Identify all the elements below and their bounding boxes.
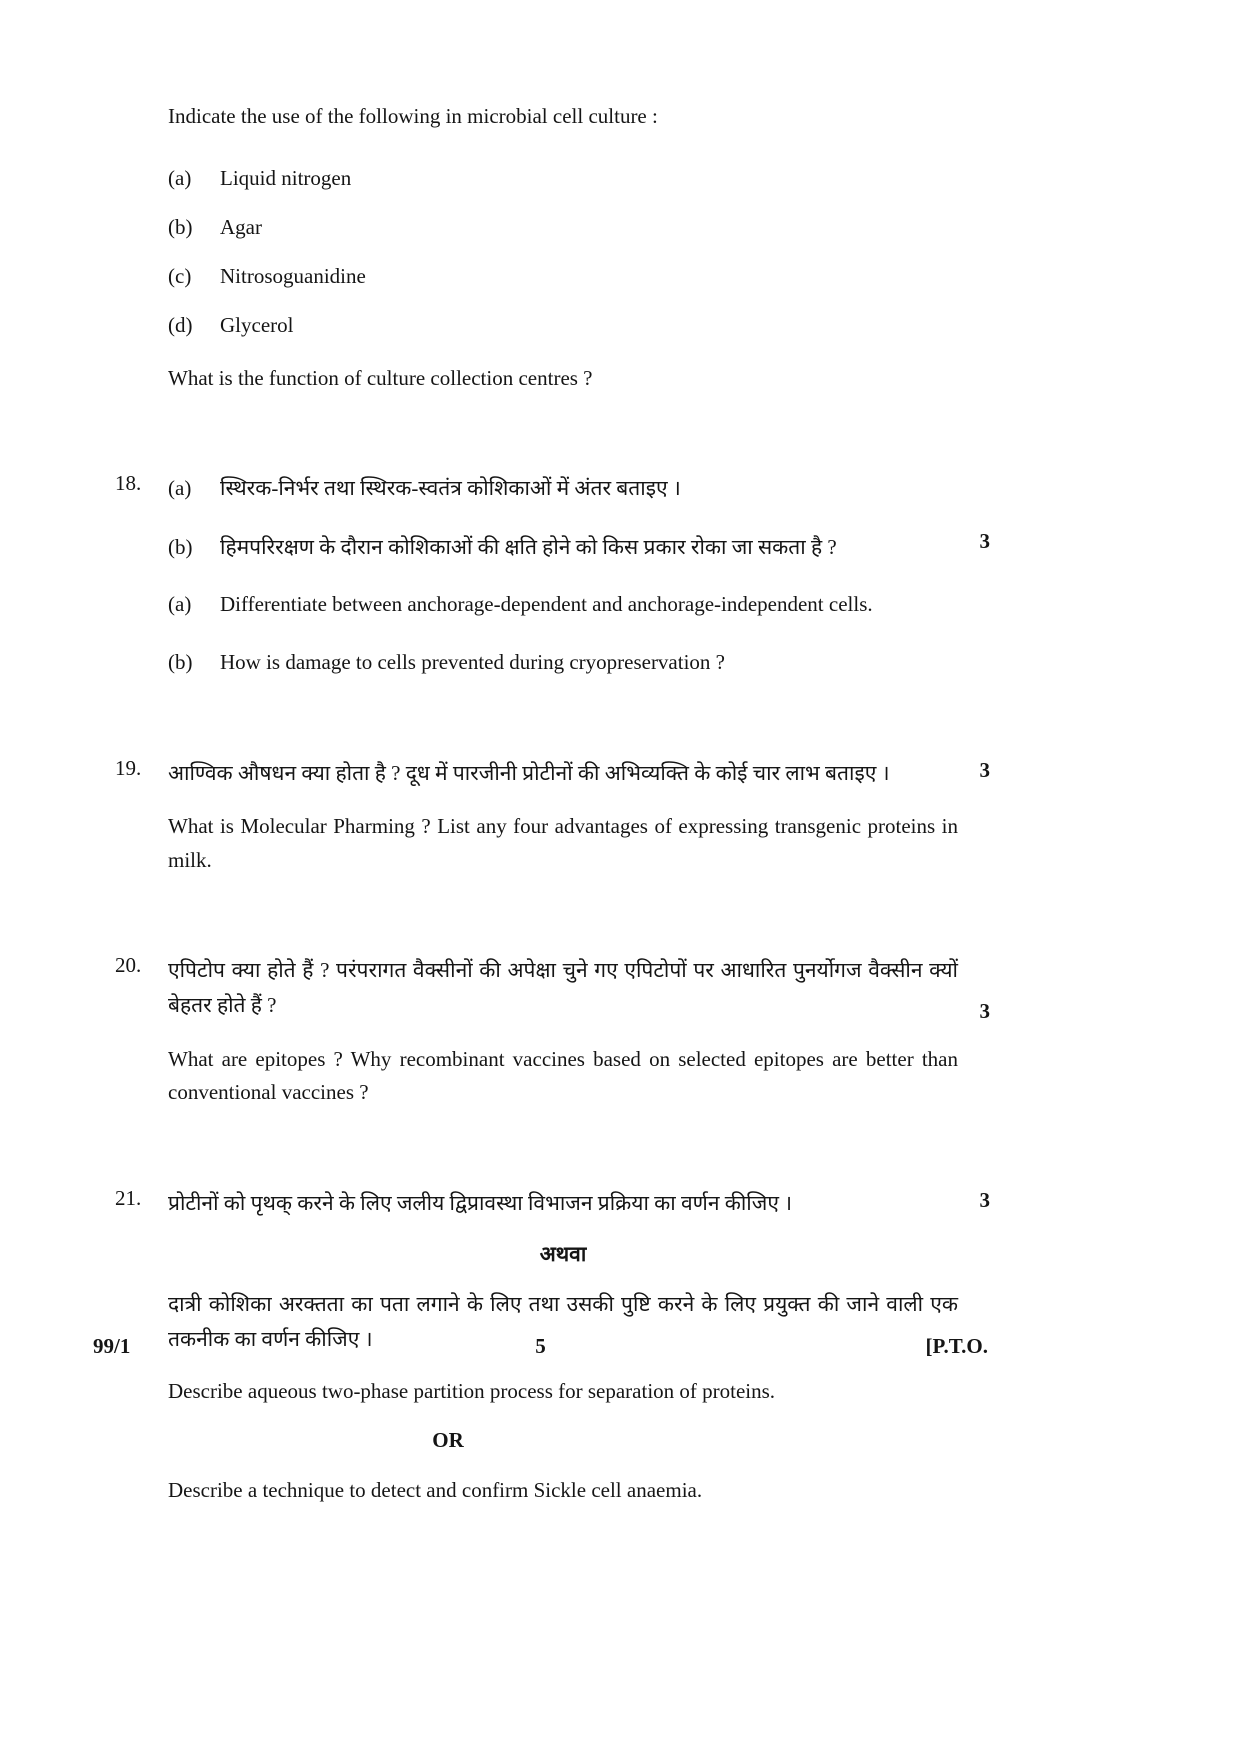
marks-badge: 3 xyxy=(979,999,990,1024)
marks-badge: 3 xyxy=(979,529,990,554)
question-21-english-first: Describe aqueous two-phase partition process for separation of proteins. xyxy=(168,1378,776,1403)
part-label: (a) xyxy=(168,592,192,617)
option-text: Agar xyxy=(220,214,262,239)
option-text: Liquid nitrogen xyxy=(220,165,352,190)
question-18-part-a-english xyxy=(168,588,958,622)
question-18-part-a-hindi xyxy=(168,471,958,506)
question-number: 19. xyxy=(115,755,142,780)
question-17-option-d xyxy=(168,313,988,338)
question-19 xyxy=(115,756,988,878)
marks-badge: 3 xyxy=(979,757,990,782)
question-18-part-b-english xyxy=(168,646,958,680)
question-21-hindi-second: दात्री कोशिका अरक्तता का पता लगाने के लिए तथा उसकी पुष्टि करने के लिए प्रयुक्त की जाने वाली एक तकनीक का वर्णन कीजिए । xyxy=(168,1292,958,1351)
part-label: (a) xyxy=(168,476,192,501)
or-separator-english: OR xyxy=(432,1428,464,1453)
page-number: 5 xyxy=(535,1334,546,1358)
question-20-english: What are epitopes ? Why recombinant vaccines based on selected epitopes are better than conventional vaccines ? xyxy=(168,1046,958,1105)
question-17-option-c xyxy=(168,264,988,289)
part-label: (b) xyxy=(168,650,193,675)
pto-label: [P.T.O. xyxy=(925,1334,988,1358)
part-text: स्थिरक-निर्भर तथा स्थिरक-स्वतंत्र कोशिकाओं में अंतर बताइए । xyxy=(220,476,681,501)
option-text: Glycerol xyxy=(220,312,294,337)
question-number: 20. xyxy=(115,953,142,978)
part-text: Differentiate between anchorage-dependent and anchorage-independent cells. xyxy=(220,592,873,617)
question-19-english: What is Molecular Pharming ? List any four advantages of expressing transgenic proteins in milk. xyxy=(168,814,958,872)
question-20-hindi: एपिटोप क्या होते हैं ? परंपरागत वैक्सीनों की अपेक्षा चुने गए एपिटोपों पर आधारित पुनर्योगज वैक्सीन क्यों बेहतर होते हैं ? xyxy=(168,958,958,1018)
option-label: (c) xyxy=(168,263,192,288)
question-21-hindi-first: प्रोटीनों को पृथक् करने के लिए जलीय द्विप्रावस्था विभाजन प्रक्रिया का वर्णन कीजिए । xyxy=(168,1190,793,1215)
question-17-option-a xyxy=(168,166,988,191)
part-text: How is damage to cells prevented during cryopreservation ? xyxy=(220,650,725,675)
question-21-english-second: Describe a technique to detect and confirm Sickle cell anaemia. xyxy=(168,1477,703,1502)
question-17-outro: What is the function of culture collection centres ? xyxy=(168,365,593,390)
part-label: (b) xyxy=(168,534,193,559)
question-17-intro: Indicate the use of the following in microbial cell culture : xyxy=(168,104,658,128)
option-label: (b) xyxy=(168,214,193,239)
question-number: 21. xyxy=(115,1185,142,1210)
option-text: Nitrosoguanidine xyxy=(220,263,366,288)
paper-code: 99/1 xyxy=(93,1334,131,1358)
question-18-part-b-hindi xyxy=(168,530,958,565)
question-19-hindi: आण्विक औषधन क्या होता है ? दूध में पारजीनी प्रोटीनों की अभिव्यक्ति के कोई चार लाभ बताइए । xyxy=(168,760,890,785)
part-text: हिमपरिरक्षण के दौरान कोशिकाओं की क्षति होने को किस प्रकार रोका जा सकता है ? xyxy=(220,534,837,559)
question-18 xyxy=(115,471,988,679)
or-separator-hindi: अथवा xyxy=(539,1241,587,1266)
question-number: 18. xyxy=(115,471,142,496)
page-footer xyxy=(93,1334,988,1359)
question-17 xyxy=(168,100,988,395)
option-label: (a) xyxy=(168,165,192,190)
option-label: (d) xyxy=(168,312,193,337)
question-17-option-b xyxy=(168,215,988,240)
marks-badge: 3 xyxy=(979,1187,990,1212)
question-20 xyxy=(115,953,988,1109)
